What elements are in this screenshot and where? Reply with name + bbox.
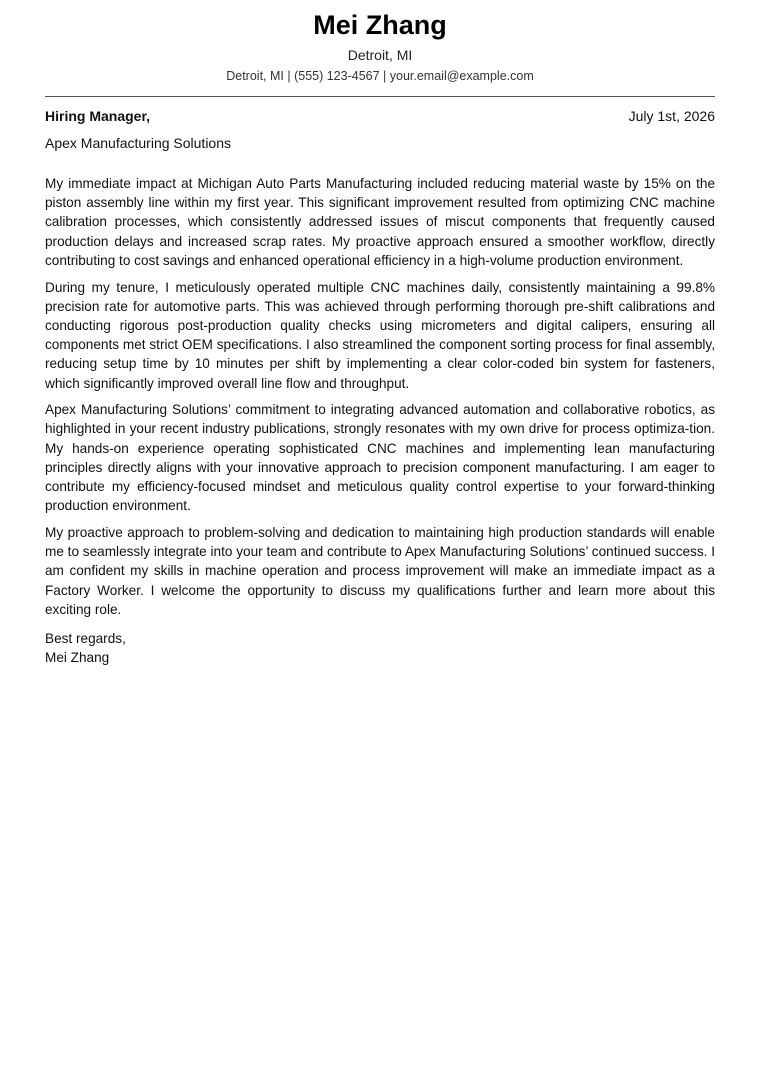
letter-body [45,174,715,619]
letter-closing [45,629,715,667]
applicant-name: Mei Zhang [313,10,447,40]
recipient-greeting: Hiring Manager, [45,108,151,124]
closing-phrase: Best regards, [45,630,126,646]
body-paragraph-2: During my tenure, I meticulously operated multiple CNC machines daily, consistently maintaining a 99.8% precision rate for automotive parts. This was achieved through performing thorough pre-shift calibrations and conducting rigorous post-production quality checks using micrometers and digital calipers, ensuring all components met strict OEM specifications. I also streamlined the component sorting process for final assembly, reducing setup time by 10 minutes per shift by implementing a clear color-coded bin system for fasteners, which significantly improved overall line flow and throughput. [45,279,715,391]
applicant-location: Detroit, MI [347,47,413,63]
letter-header [45,0,715,84]
body-paragraph-4: My proactive approach to problem-solving and dedication to maintaining high production standards will enable me to seamlessly integrate into your team and contribute to Apex Manufacturing Solutions’ continued success. I am confident my skills in machine operation and process improvement will make an immediate impact as a Factory Worker. I welcome the opportunity to discuss my qualifications further and learn more about this exciting role. [45,524,715,617]
signature-name: Mei Zhang [45,650,110,666]
letter-date: July 1st, 2026 [628,108,715,124]
header-divider [45,96,715,97]
recipient-date-row [45,107,715,125]
recipient-company: Apex Manufacturing Solutions [45,135,231,151]
body-paragraph-3: Apex Manufacturing Solutions’ commitment to integrating advanced automation and collaborative robotics, as highlighted in your recent industry publications, strongly resonates with my own drive for process optimiza-tion. My hands-on experience operating sophisticated CNC machines and implementing lean manufacturing principles directly aligns with your innovative approach to precision component manufacturing. I am eager to contribute my efficiency-focused mindset and meticulous quality control expertise to your forward-thinking production environment. [45,402,715,514]
applicant-contact-line: Detroit, MI | (555) 123-4567 | your.email@example.com [226,69,534,83]
body-paragraph-1: My immediate impact at Michigan Auto Parts Manufacturing included reducing material waste by 15% on the piston assembly line within my first year. This significant improvement resulted from optimizing CNC machine calibration processes, which consistently addressed issues of miscut components that frequently caused production delays and increased scrap rates. My proactive approach ensured a smoother workflow, directly contributing to cost savings and enhanced operational efficiency in a high-volume production environment. [45,176,715,268]
